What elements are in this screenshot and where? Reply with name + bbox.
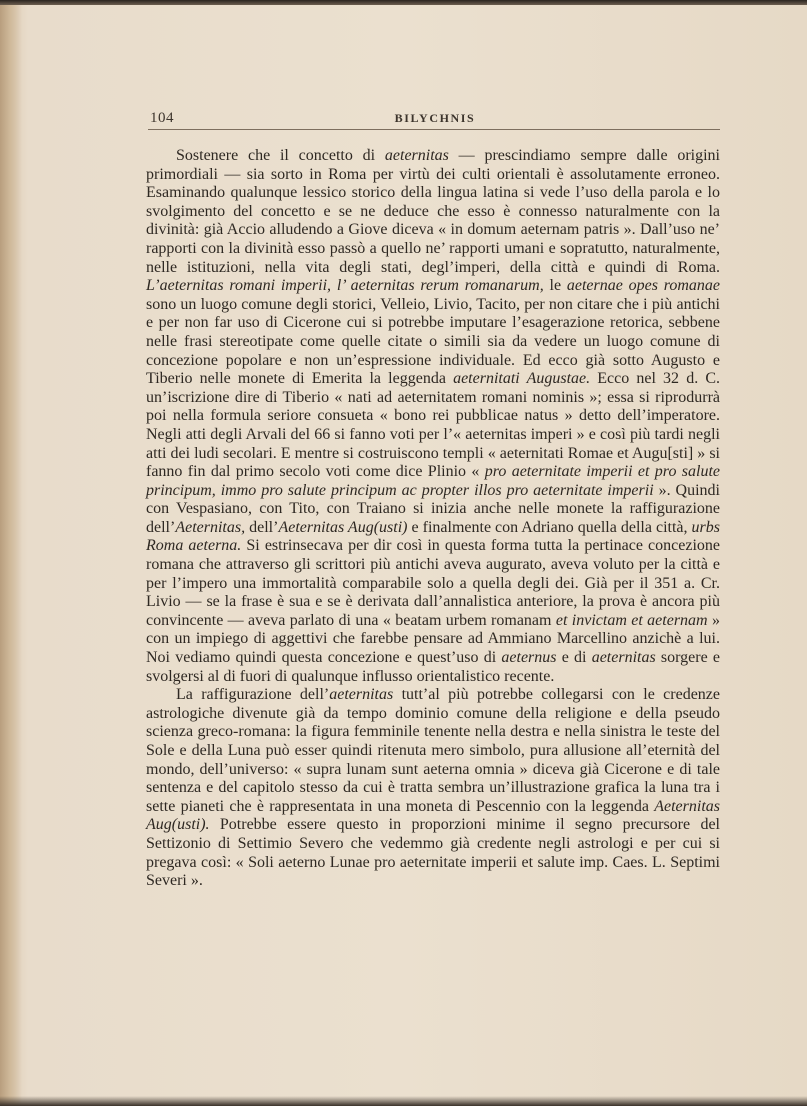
italic-run: Aeternitas Aug(usti) bbox=[278, 518, 408, 536]
italic-run: pro aeternitate imperii et pro salute principum, immo pro salute principum ac propter illos pro aeternitate imperii bbox=[146, 463, 721, 499]
text-run: le bbox=[543, 277, 567, 295]
page-number: 104 bbox=[150, 110, 174, 126]
paragraph bbox=[146, 686, 720, 891]
paragraph bbox=[146, 147, 720, 686]
binding-shadow bbox=[0, 0, 22, 1106]
text-run: Potrebbe essere questo in proporzioni minime il segno precursore del Settizonio di Settimio Severo che vedemmo già credente negli astrologi e per cui si pregava così: « Soli aeterno Lunae pro aeternitate imperii et salute imp. Caes. L. Septimi Severi ». bbox=[146, 816, 720, 890]
text-run: sorgere e svolgersi al di fuori di qualunque influsso orientalistico recente. bbox=[146, 649, 721, 685]
text-run: La raffigurazione dell’ bbox=[176, 686, 330, 704]
italic-run: aeternae opes romanae bbox=[566, 277, 721, 295]
italic-run: Aeternitas, bbox=[175, 518, 246, 536]
text-run: ». Quindi con Vespasiano, con Tito, con Traiano si inizia anche nelle monete la raffigurazione dell’ bbox=[146, 481, 720, 536]
italic-run: urbs Roma aeterna. bbox=[146, 518, 720, 555]
italic-run: aeternitas bbox=[329, 686, 394, 704]
text-run: Sostenere che il concetto di bbox=[176, 147, 385, 164]
text-run: sono un luogo comune degli storici, Velleio, Livio, Tacito, per non citare che i più antichi e per non far uso di Cicerone cui si potrebbe imputare l’esagerazione retorica, sebbene nelle frasi stereotipate come quelle citate o simili sia da vedere un luogo comune di concezione popolare e non un’espressione individuale. Ed ecco già sotto Augusto e Tiberio nelle monete di Emerita la leggenda bbox=[146, 295, 720, 388]
italic-run: aeternitas bbox=[591, 649, 656, 667]
italic-run: Aeternitas Aug(usti). bbox=[146, 797, 720, 834]
body-text bbox=[146, 147, 720, 891]
text-run: dell’ bbox=[245, 518, 279, 536]
italic-run: aeternitas bbox=[384, 147, 449, 164]
text-run: tutt’al più potrebbe collegarsi con le credenze astrologiche divenute già da tempo dominio comune della religione e della pseudo scienza greco-romana: la figura femminile tenente nella destra e nella sinistra le teste del Sole e della Luna può esser quindi ritenuta mero simbolo, pura allusione all’eternità del mondo, dell’universo: « supra lunam sunt aeterna omnia » diceva già Cicerone e di tale sentenza e del capitolo stesso da cui è tratta sembra un’illustrazione grafica la luna tra i sette pianeti che è rappresentata in una moneta di Pescennio con la leggenda bbox=[146, 686, 721, 815]
header-rule bbox=[148, 129, 720, 130]
text-run: e finalmente con Adriano quella della città, bbox=[407, 518, 692, 536]
running-title: BILYCHNIS bbox=[394, 111, 476, 125]
italic-run: aeternitati Augustae. bbox=[453, 370, 591, 388]
text-run: — prescindiamo sempre dalle origini primordiali — sia sorto in Roma per virtù dei culti orientali è assolutamente erroneo. Esaminando qualunque lessico storico della lingua latina si vede l’uso della parola e lo svolgimento del concetto e se ne deduce che esso è connesso naturalmente con la divinità: già Accio alludendo a Giove diceva « in domum aeternam patris ». Dall’uso ne’ rapporti con la divinità esso passò a quello ne’ rapporti umani e sopratutto, naturalmente, nelle istituzioni, nella vita degli stati, degl’imperi, della città e quindi di Roma. bbox=[146, 147, 721, 276]
italic-run: L’aeternitas romani imperii, l’ aeternitas rerum romanarum, bbox=[146, 277, 544, 295]
italic-run: aeternus bbox=[501, 649, 557, 667]
page-top-edge bbox=[0, 0, 807, 5]
text-run: Si estrinsecava per dir così in questa forma tutta la pertinace concezione romana che attraverso gli scrittori più antichi aveva augurato, aveva voluto per la città e per l’impero una immortalità comparabile solo a quella degli dei. Già per il 351 a. Cr. Livio — se la frase è sua e se è derivata dall’annalistica anteriore, la prova è ancora più convincente — aveva parlato di una « beatam urbem romanam bbox=[146, 537, 720, 629]
text-run: Ecco nel 32 d. C. un’iscrizione dire di Tiberio « nati ad aeternitatem romani nominis »; essa si riprodurrà poi nella formula seriore consueta « bono rei pubblicae natus » detto dell’imperatore. Negli atti degli Arvali del 66 si fanno voti per l’« aeternitas imperi » e così più tardi negli atti dei ludi secolari. E mentre si costruiscono templi « aeternitati Romae et Augu[sti] » si fanno fin dal primo secolo voti come dice Plinio « bbox=[146, 370, 720, 481]
page-header bbox=[150, 110, 720, 130]
text-run: e di bbox=[556, 649, 592, 667]
text-run: » con un impiego di aggettivi che farebbe pensare ad Ammiano Marcellino anzichè a lui. Noi vediamo quindi questa concezione e quest’uso di bbox=[146, 611, 721, 667]
page-bottom-edge bbox=[0, 1096, 807, 1106]
italic-run: et invictam et aeternam bbox=[555, 611, 708, 629]
